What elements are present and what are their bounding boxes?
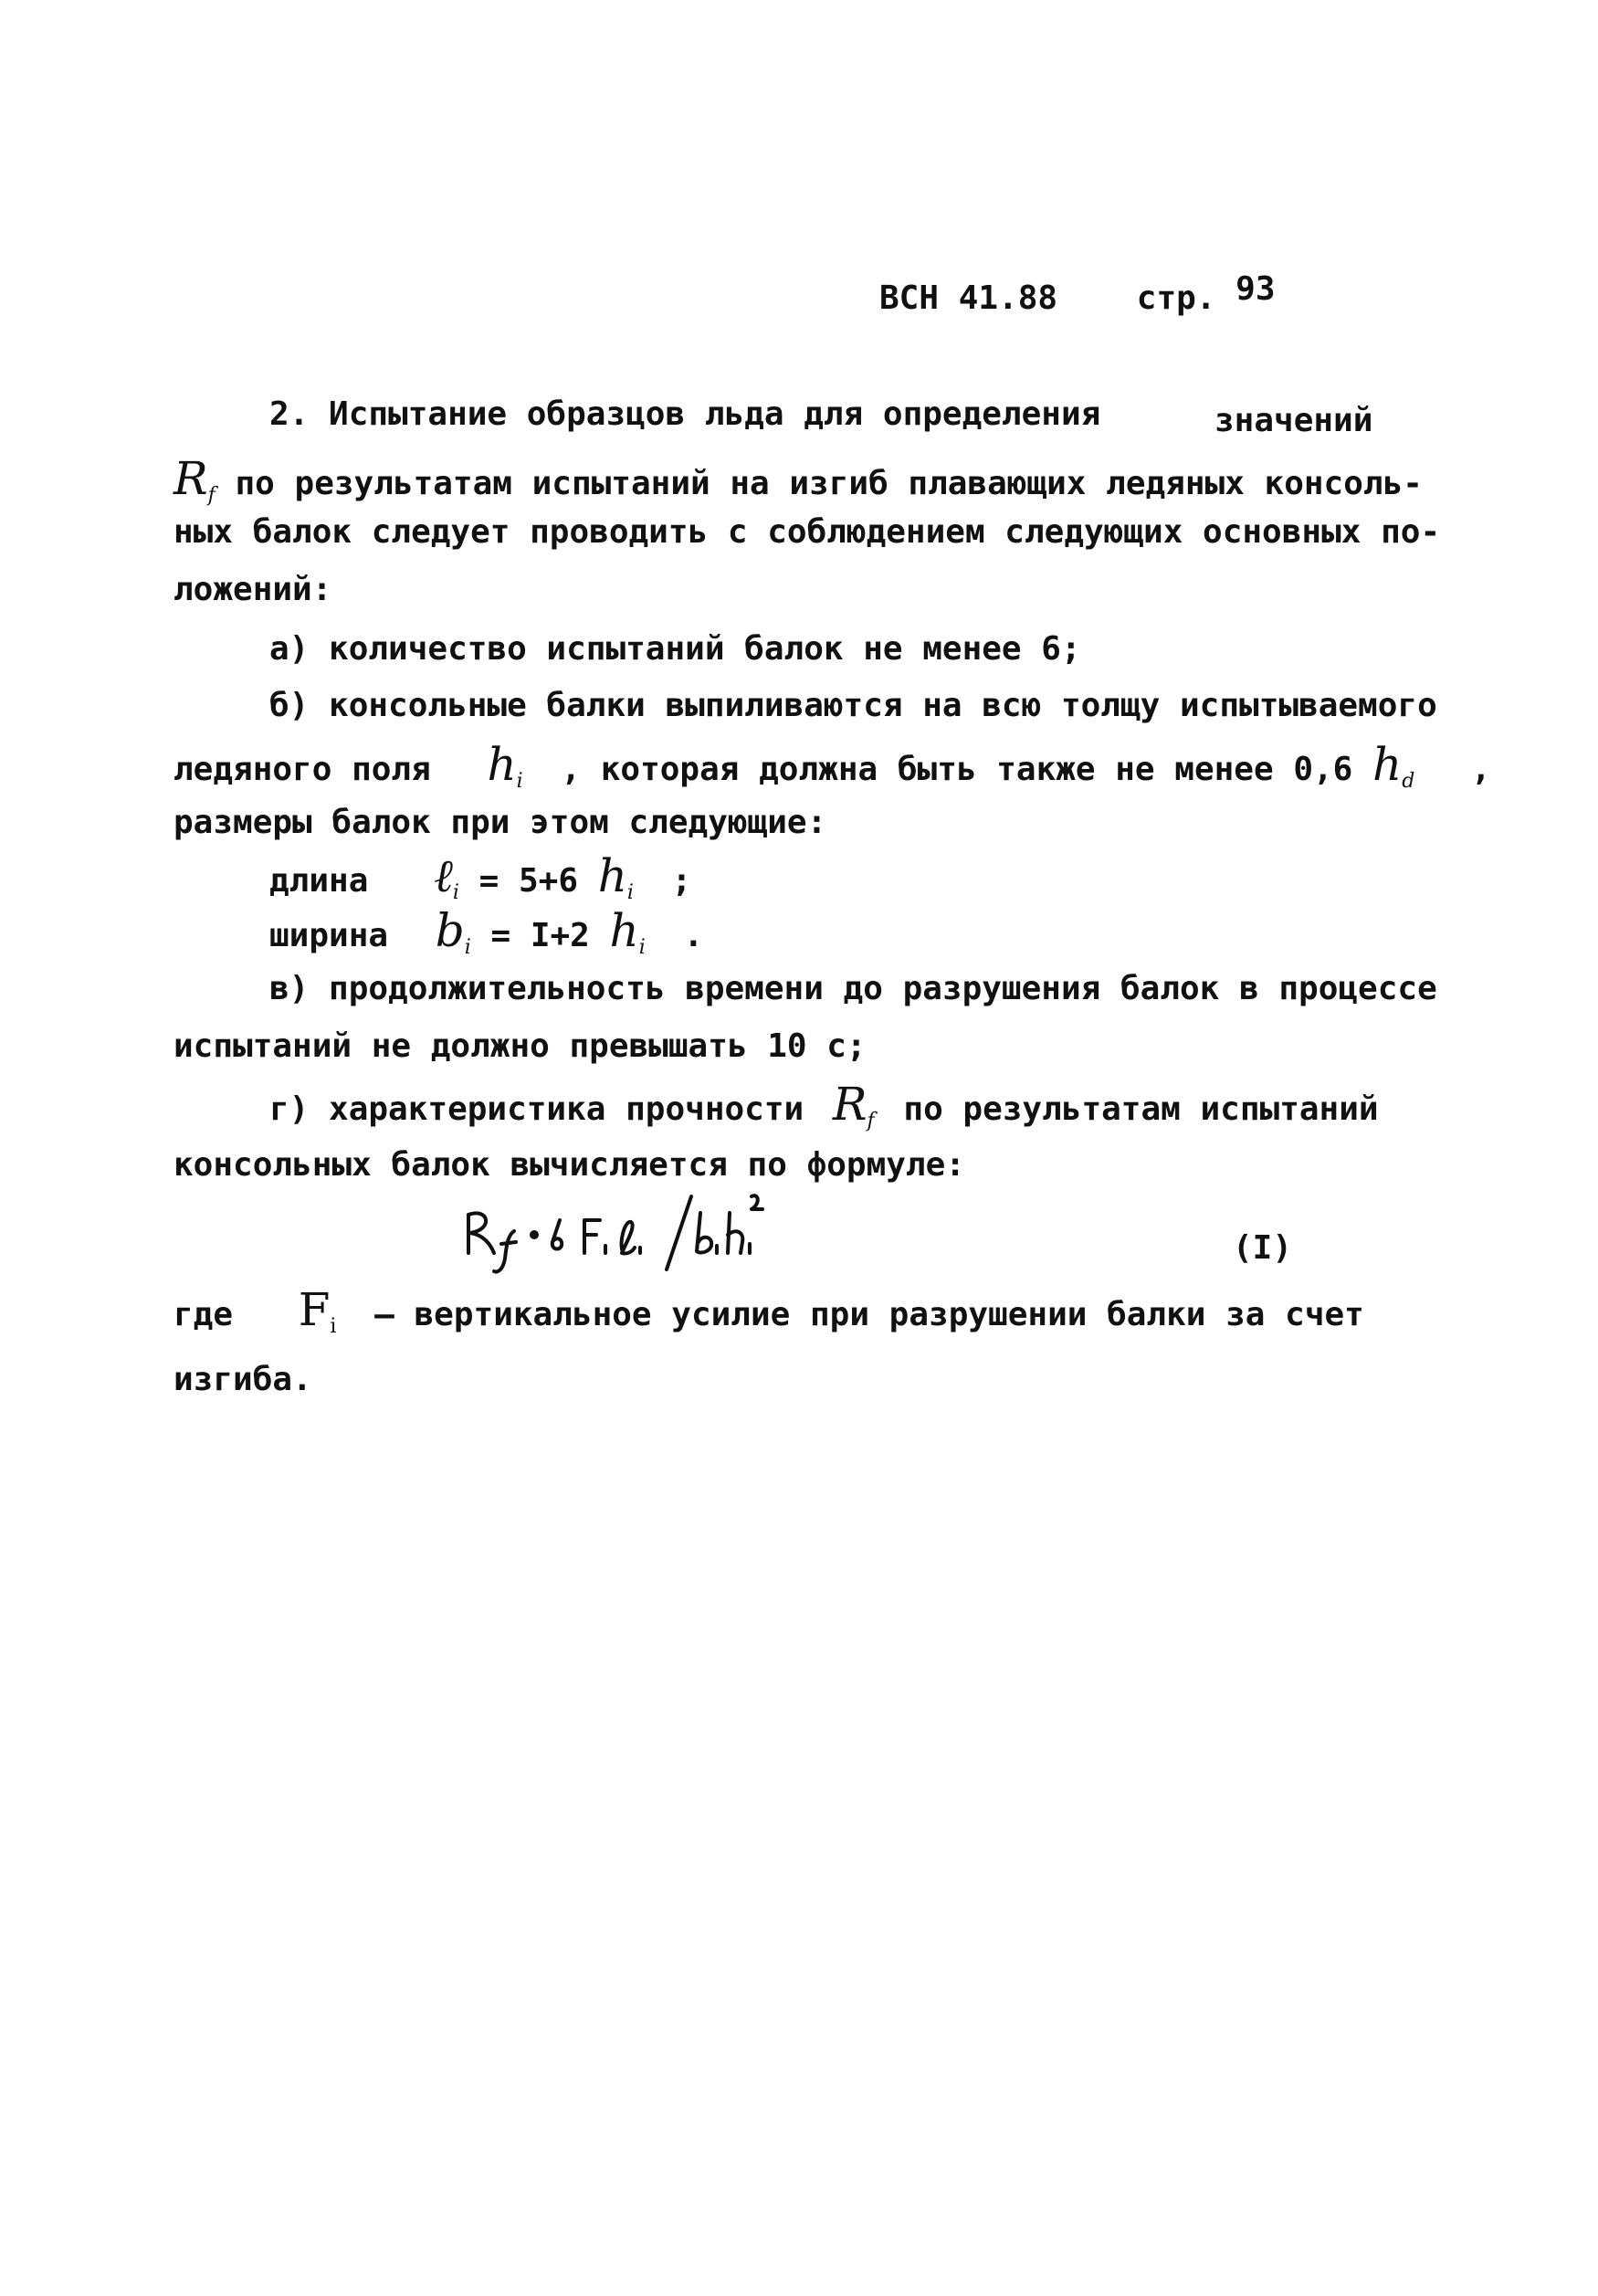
where-line-1 xyxy=(173,1283,1364,1338)
formula-number: (I) xyxy=(1233,1229,1293,1267)
paragraph-2-line-4: ложений: xyxy=(173,571,332,608)
item-b-line-1: б) консольные балки выпиливаются на всю толщу испытываемого xyxy=(269,687,1437,724)
length-label: длина xyxy=(269,862,369,900)
length-row xyxy=(269,849,691,904)
item-b-line-2 xyxy=(173,738,1491,793)
item-b-line-2-text: ледяного поля xyxy=(173,751,431,788)
page-number: 93 xyxy=(1235,270,1276,308)
length-formula-end: ; xyxy=(671,862,692,900)
width-formula-text: = I+2 xyxy=(490,917,590,954)
item-g-line-1 xyxy=(269,1078,1379,1132)
where-line-2: изгиба. xyxy=(173,1361,312,1398)
paragraph-2-line-1-text: 2. Испытание образцов льда для определения xyxy=(269,395,1101,433)
length-formula-text: = 5+6 xyxy=(478,862,578,900)
document-header xyxy=(879,270,1276,317)
standard-code: ВСН 41.88 xyxy=(879,279,1058,317)
width-label: ширина xyxy=(269,917,389,954)
symbol-fi: $F_i$ xyxy=(298,1283,337,1338)
width-formula-end: . xyxy=(683,917,704,954)
symbol-rf: $R_f$ xyxy=(173,452,216,507)
item-g-line-1-text: г) характеристика прочности xyxy=(269,1090,804,1128)
paragraph-2-line-1 xyxy=(269,395,1100,433)
paragraph-2-line-2-text: по результатам испытаний на изгиб плавающих ледяных консоль- xyxy=(235,465,1423,502)
item-b-line-2-text-2: , которая должна быть также не менее 0,6 xyxy=(561,751,1353,788)
width-row xyxy=(269,904,703,959)
item-g-line-2: консольных балок вычисляется по формуле: xyxy=(173,1146,965,1184)
formula-1 xyxy=(461,1187,790,1296)
item-v-line-2: испытаний не должно превышать 10 с; xyxy=(173,1027,867,1065)
symbol-li: ℓ$_i$ xyxy=(434,849,459,904)
item-b-line-3: размеры балок при этом следующие: xyxy=(173,804,827,841)
item-b-line-2-comma: , xyxy=(1471,751,1491,788)
paragraph-2-line-1-end: значений xyxy=(1214,402,1373,439)
symbol-rf-2: $R_f$ xyxy=(832,1078,875,1132)
where-label: где xyxy=(173,1296,234,1333)
paragraph-2-line-3: ных балок следует проводить с соблюдением следующих основных по- xyxy=(173,513,1441,551)
item-a: а) количество испытаний балок не менее 6; xyxy=(269,630,1081,668)
where-text: – вертикальное усилие при разрушении балки за счет xyxy=(374,1296,1364,1333)
item-g-line-1-text-2: по результатам испытаний xyxy=(903,1090,1379,1128)
formula-handwritten xyxy=(461,1187,790,1288)
page-label: стр. xyxy=(1136,279,1216,317)
symbol-bi: $b_i$ xyxy=(435,904,471,959)
symbol-hd: $h_d$ xyxy=(1372,738,1415,793)
symbol-hi-length: $h_i$ xyxy=(597,849,634,904)
item-v-line-1: в) продолжительность времени до разрушения балок в процессе xyxy=(269,970,1437,1007)
paragraph-2-line-2 xyxy=(173,452,1423,507)
symbol-hi: $h_i$ xyxy=(487,738,523,793)
symbol-hi-width: $h_i$ xyxy=(609,904,646,959)
